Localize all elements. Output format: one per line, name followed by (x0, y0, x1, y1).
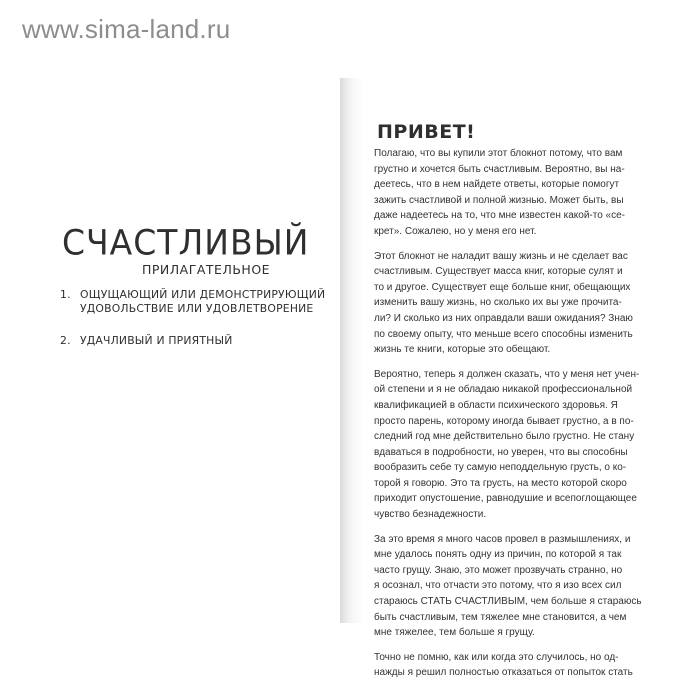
text-line: ой степени и я не обладаю никакой профессиональной (374, 384, 633, 396)
text-line: мне удалось понять одну из причин, по которой я так (374, 549, 622, 561)
definition-item (60, 334, 310, 348)
text-line: Полагаю, что вы купили этот блокнот потому, что вам (374, 148, 623, 159)
text-line: счастливым. Существует масса книг, которые сулят и (374, 266, 623, 278)
text-line: просто парень, которому иногда бывает грустно, а в по- (374, 415, 634, 427)
text-line: ли? И сколько из них оправдали ваши ожидания? Знаю (374, 312, 633, 324)
text-line: грустно и хочется быть счастливым. Вероятно, вы на- (374, 163, 625, 175)
text-line: За это время я много часов провел в размышлениях, и (374, 533, 631, 545)
text-line: даже надеетесь на то, что мне известен какой-то «се- (374, 210, 626, 222)
text-line: по своему опыту, что меньше всего способны изменить (374, 328, 633, 340)
dictionary-word: СЧАСТЛИВЫЙ (62, 222, 310, 263)
definition-number: 1. (60, 288, 71, 301)
text-line: приходит опустошение, равнодушие и всепоглощающее (374, 493, 637, 505)
paragraph (374, 367, 640, 523)
paragraph (374, 249, 632, 358)
text-line: деетесь, что в нем найдете ответы, которые помогут (374, 179, 620, 191)
page-heading: ПРИВЕТ! (377, 121, 476, 143)
text-line: Вероятно, теперь я должен сказать, что у меня нет учен- (374, 368, 640, 380)
text-line: вдаваться в подробности, но уверен, что вы способны (374, 446, 628, 458)
definition-list (60, 288, 326, 366)
definition-line: УДОВОЛЬСТВИЕ ИЛИ УДОВЛЕТВОРЕНИЕ (80, 302, 314, 315)
watermark-text: www.sima-land.ru (22, 14, 231, 44)
text-line: Точно не помню, как или когда это случилось, но од- (374, 651, 619, 663)
text-line: вообразить себе ту самую неподдельную грусть, о ко- (374, 462, 627, 474)
paragraph (374, 532, 642, 641)
text-line: стараюсь СТАТЬ СЧАСТЛИВЫМ, чем больше я стараюсь (374, 596, 642, 608)
body-text (374, 146, 642, 690)
text-line: торой я говорю. Это та грусть, на место которой скоро (374, 477, 627, 489)
text-line: квалификацией в области психического здоровья. Я (374, 399, 618, 411)
part-of-speech: ПРИЛАГАТЕЛЬНОЕ (142, 262, 271, 277)
paragraph (374, 146, 632, 240)
book-spine-shadow (340, 78, 364, 623)
text-line: Этот блокнот не наладит вашу жизнь и не сделает вас (374, 250, 628, 262)
text-line: нажды я решил полностью отказаться от попыток стать (374, 667, 633, 679)
text-line: я осознал, что отчасти это потому, что я изо всех сил (374, 580, 622, 592)
text-line: зажить счастливой и полной жизнью. Может быть, вы (374, 194, 624, 206)
text-line: быть счастливым, тем тяжелее мне становится, а чем (374, 611, 627, 623)
definition-item (60, 288, 326, 316)
text-line: то и другое. Существует еще больше книг, обещающих (374, 281, 631, 293)
definition-text (80, 288, 326, 316)
definition-text (80, 334, 310, 348)
text-line: мне тяжелее, тем больше я грущу. (374, 627, 535, 639)
text-line: жизнь те книги, которые это обещают. (374, 344, 551, 356)
text-line: чувство безнадежности. (374, 509, 487, 521)
text-line: изменить вашу жизнь, но сколько их вы уже прочита- (374, 297, 622, 309)
text-line: крет». Сожалею, но у меня его нет. (374, 225, 537, 237)
definition-number: 2. (60, 334, 71, 347)
definition-line: ОЩУЩАЮЩИЙ ИЛИ ДЕМОНСТРИРУЮЩИЙ (80, 288, 326, 301)
definition-line: УДАЧЛИВЫЙ И ПРИЯТНЫЙ (80, 334, 233, 347)
paragraph (374, 650, 632, 681)
text-line: следний год мне действительно было грустно. Не стану (374, 431, 635, 443)
text-line: часто грущу. Знаю, это может прозвучать странно, но (374, 564, 623, 576)
